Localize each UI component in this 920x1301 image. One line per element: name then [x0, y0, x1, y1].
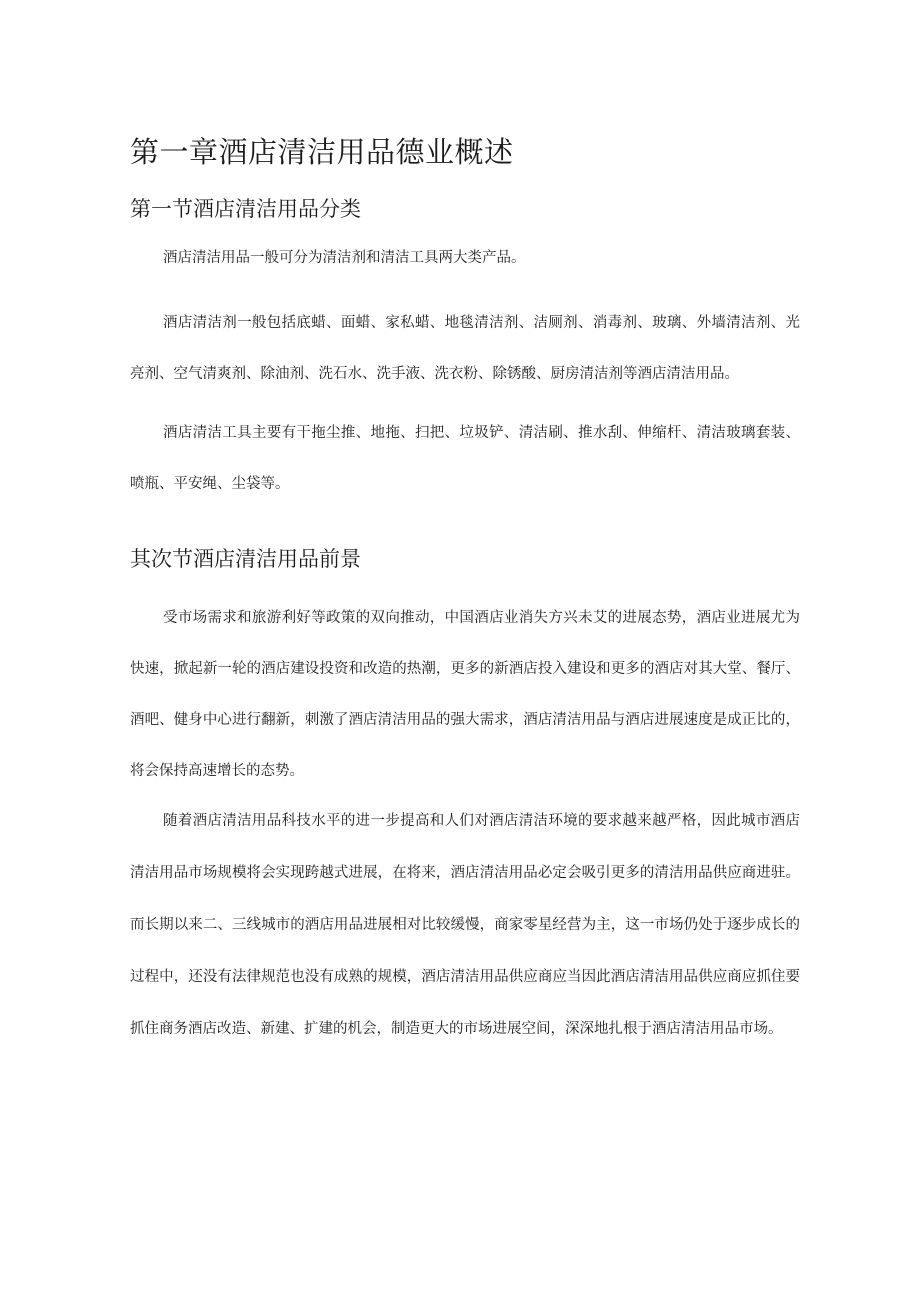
- paragraph-1-3: 酒店清洁工具主要有干拖尘推、地拖、扫把、垃圾铲、清洁刷、推水刮、伸缩杆、清洁玻璃套装、喷瓶、平安绳、尘袋等。: [130, 425, 800, 492]
- paragraph-1-1: 酒店清洁用品一般可分为清洁剂和清洁工具两大类产品。: [163, 250, 526, 266]
- paragraph-1-2: 酒店清洁剂一般包括底蜡、面蜡、家私蜡、地毯清洁剂、洁厕剂、消毒剂、玻璃、外墙清洁剂、光亮剂、空气清爽剂、除油剂、洗石水、洗手液、洗衣粉、除锈酸、厨房清洁剂等酒店清洁用品。: [130, 315, 800, 382]
- section-title-classification: 第一节酒店清洁用品分类: [130, 197, 361, 221]
- paragraph-2-1: 受市场需求和旅游利好等政策的双向推动，中国酒店业消失方兴未艾的进展态势，酒店业进展尤为快速，掀起新一轮的酒店建设投资和改造的热潮，更多的新酒店投入建设和更多的酒店对其大堂、餐厅、酒吧、健身中心进行翻新，刺激了酒店清洁用品的强大需求，酒店清洁用品与酒店进展速度是成正比的，将会保持高速增长的态势。: [130, 610, 800, 779]
- section-title-prospects: 其次节酒店清洁用品前景: [130, 547, 361, 571]
- chapter-title: 第一章酒店清洁用品德业概述: [130, 135, 514, 169]
- paragraph-2-2: 随着酒店清洁用品科技水平的进一步提高和人们对酒店清洁环境的要求越来越严格，因此城市酒店清洁用品市场规模将会实现跨越式进展，在将来，酒店清洁用品必定会吸引更多的清洁用品供应商进驻。而长期以来二、三线城市的酒店用品进展相对比较缓慢，商家零星经营为主，这一市场仍处于逐步成长的过程中，还没有法律规范也没有成熟的规模，酒店清洁用品供应商应当因此酒店清洁用品供应商应抓住要抓住商务酒店改造、新建、扩建的机会，制造更大的市场进展空间，深深地扎根于酒店清洁用品市场。: [130, 813, 800, 1037]
